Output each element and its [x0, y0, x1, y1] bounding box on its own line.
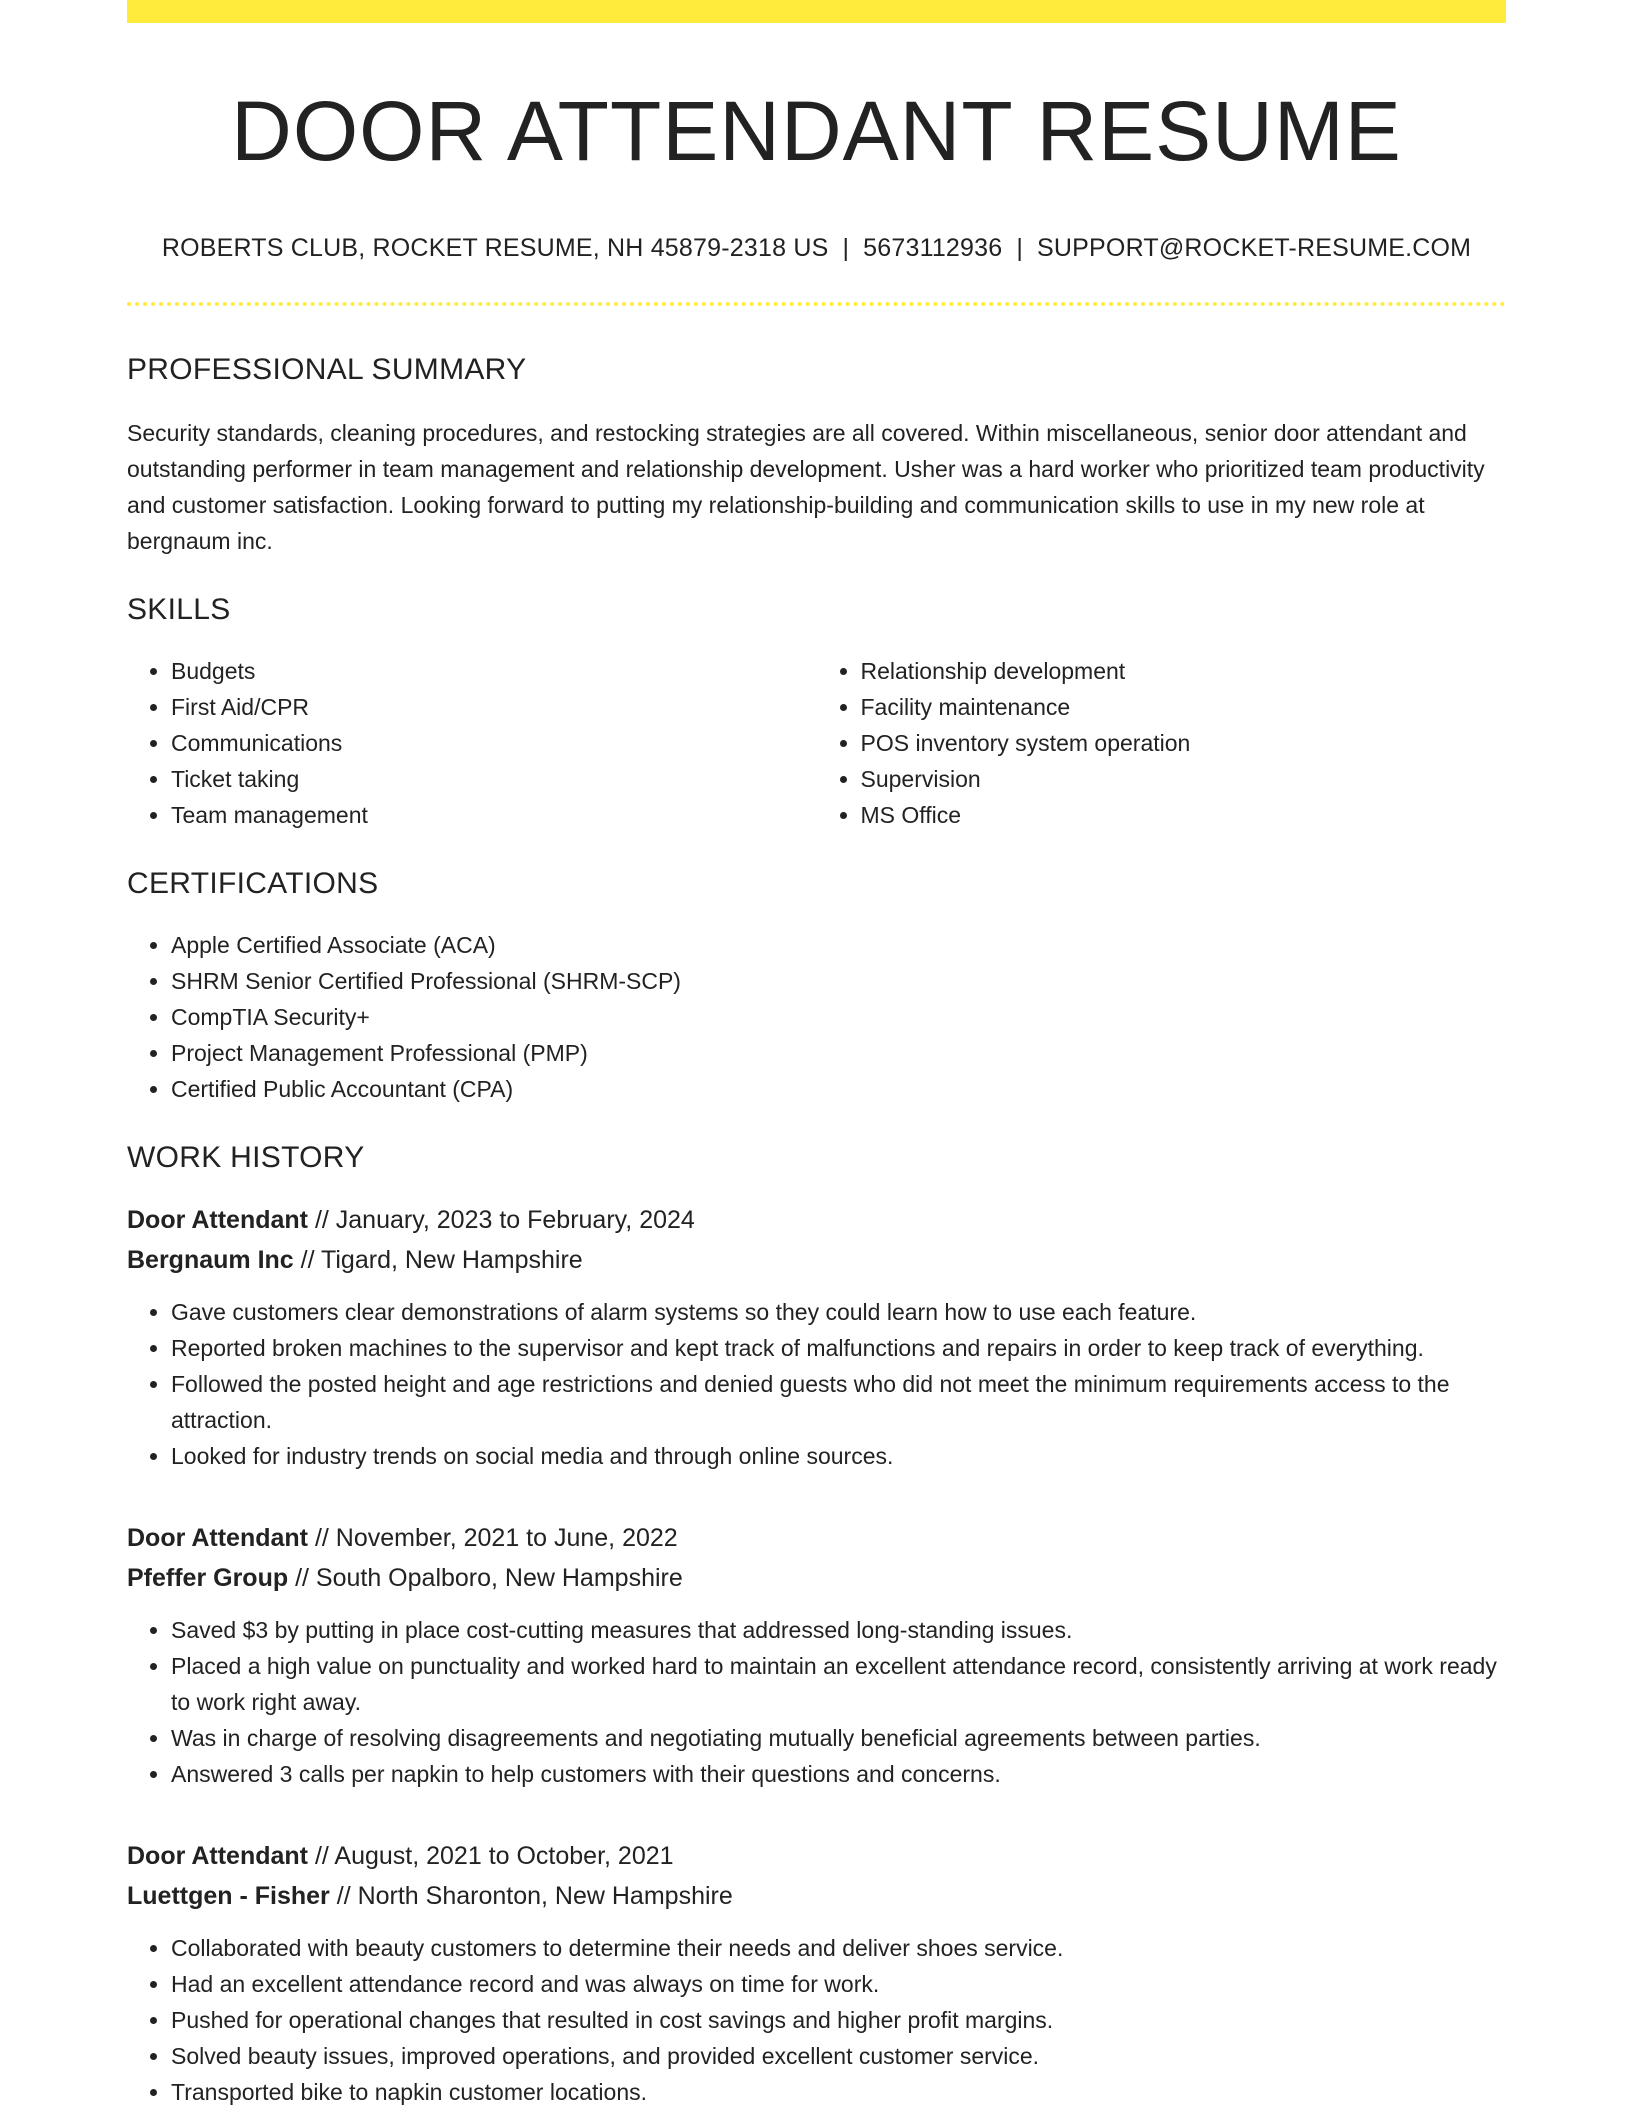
job-title-line — [127, 1836, 1506, 1876]
job-bullet: • Pushed for operational changes that resulted in cost savings and higher profit margins. — [171, 2002, 1506, 2038]
certification-item: • CompTIA Security+ — [171, 999, 1506, 1035]
skill-item: • Team management — [171, 797, 817, 833]
resume-page — [127, 0, 1506, 2110]
certification-item: • Project Management Professional (PMP) — [171, 1035, 1506, 1071]
skills-heading: SKILLS — [127, 593, 231, 627]
job-bullet: • Looked for industry trends on social media and through online sources. — [171, 1438, 1506, 1474]
job-bullet: • Was in charge of resolving disagreements and negotiating mutually beneficial agreements between parties. — [171, 1720, 1506, 1756]
job-company: Luettgen - Fisher — [127, 1882, 330, 1911]
resume-title: DOOR ATTENDANT RESUME — [231, 84, 1402, 178]
job-bullet: • Saved $3 by putting in place cost-cutting measures that addressed long-standing issues. — [171, 1612, 1506, 1648]
job-role: Door Attendant — [127, 1524, 308, 1553]
job-bullet: • Solved beauty issues, improved operations, and provided excellent customer service. — [171, 2038, 1506, 2074]
skill-item: • POS inventory system operation — [861, 725, 1507, 761]
contact-email: SUPPORT@ROCKET-RESUME.COM — [1037, 233, 1472, 262]
job-bullet: • Placed a high value on punctuality and worked hard to maintain an excellent attendance record, consistently arriving at work ready to work right away. — [171, 1648, 1506, 1720]
job-bullet: • Answered 3 calls per napkin to help customers with their questions and concerns. — [171, 1756, 1506, 1792]
job-dates: // January, 2023 to February, 2024 — [308, 1206, 695, 1235]
job-role: Door Attendant — [127, 1842, 308, 1871]
job-company-line — [127, 1240, 1506, 1280]
certification-item: • Certified Public Accountant (CPA) — [171, 1071, 1506, 1107]
job-bullet: • Collaborated with beauty customers to determine their needs and deliver shoes service. — [171, 1930, 1506, 1966]
contact-line — [127, 232, 1506, 265]
skill-item: • First Aid/CPR — [171, 689, 817, 725]
job-bullet: • Followed the posted height and age restrictions and denied guests who did not meet the minimum requirements access to the attraction. — [171, 1366, 1506, 1438]
certifications-heading: CERTIFICATIONS — [127, 867, 379, 901]
summary-text: Security standards, cleaning procedures, and restocking strategies are all covered. Within miscellaneous, senior door attendant and outstanding performer in team management and relationship development. Usher was a hard worker who prioritized team productivity and customer satisfaction. Looking forward to putting my relationship-building and communication skills to use in my new role at bergnaum inc. — [127, 420, 1485, 555]
skill-item: • Supervision — [861, 761, 1507, 797]
job-bullet: • Gave customers clear demonstrations of alarm systems so they could learn how to use each feature. — [171, 1294, 1506, 1330]
job-company: Pfeffer Group — [127, 1564, 289, 1593]
skills-column-right — [817, 653, 1507, 833]
summary-heading: PROFESSIONAL SUMMARY — [127, 353, 527, 387]
work-history-heading: WORK HISTORY — [127, 1141, 365, 1175]
job-location: // Tigard, New Hampshire — [293, 1246, 583, 1275]
job-company: Bergnaum Inc — [127, 1246, 294, 1275]
skill-item: • Communications — [171, 725, 817, 761]
skill-item: • Relationship development — [861, 653, 1507, 689]
skill-item: • Facility maintenance — [861, 689, 1507, 725]
certification-item: • SHRM Senior Certified Professional (SHRM-SCP) — [171, 963, 1506, 999]
job-bullet: • Had an excellent attendance record and was always on time for work. — [171, 1966, 1506, 2002]
job-role: Door Attendant — [127, 1206, 308, 1235]
skills-column-left — [127, 653, 817, 833]
contact-phone: 5673112936 — [863, 233, 1003, 262]
job-entry — [127, 1836, 1506, 2110]
dotted-divider — [127, 302, 1506, 306]
skill-item: • MS Office — [861, 797, 1507, 833]
job-location: // South Opalboro, New Hampshire — [288, 1564, 683, 1593]
contact-address: ROBERTS CLUB, ROCKET RESUME, NH 45879-2318 US — [161, 233, 829, 262]
job-bullets — [127, 1294, 1506, 1474]
job-title-line — [127, 1518, 1506, 1558]
job-bullet: • Transported bike to napkin customer locations. — [171, 2074, 1506, 2110]
contact-separator: | — [842, 233, 850, 262]
skill-item: • Budgets — [171, 653, 817, 689]
job-title-line — [127, 1200, 1506, 1240]
job-dates: // August, 2021 to October, 2021 — [308, 1842, 674, 1871]
job-company-line — [127, 1876, 1506, 1916]
job-company-line — [127, 1558, 1506, 1598]
job-bullets — [127, 1612, 1506, 1792]
job-bullet: • Reported broken machines to the supervisor and kept track of malfunctions and repairs in order to keep track of everything. — [171, 1330, 1506, 1366]
job-entry — [127, 1518, 1506, 1792]
contact-separator: | — [1016, 233, 1024, 262]
skill-item: • Ticket taking — [171, 761, 817, 797]
accent-top-bar — [127, 0, 1506, 23]
certifications-list — [127, 927, 1506, 1107]
job-dates: // November, 2021 to June, 2022 — [308, 1524, 678, 1553]
job-entry — [127, 1200, 1506, 1474]
job-bullets — [127, 1930, 1506, 2110]
job-location: // North Sharonton, New Hampshire — [329, 1882, 733, 1911]
certification-item: • Apple Certified Associate (ACA) — [171, 927, 1506, 963]
skills-list — [127, 653, 1506, 833]
